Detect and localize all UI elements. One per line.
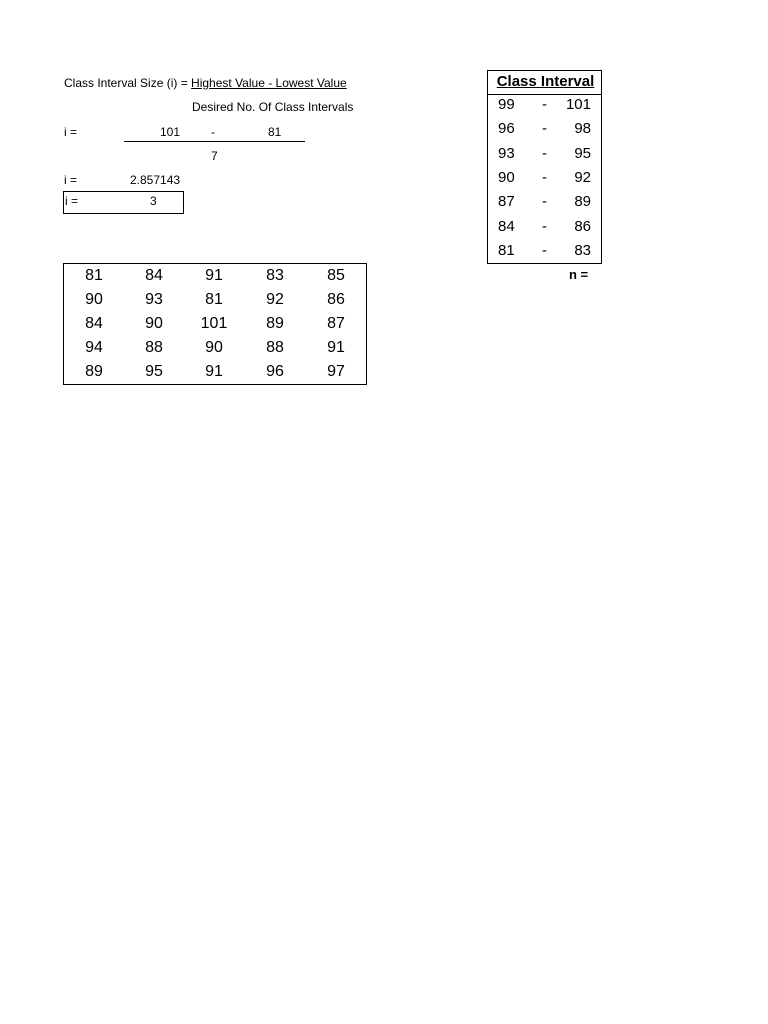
interval-low: 81 (498, 241, 515, 259)
lowest-value: 81 (268, 125, 282, 139)
data-cell: 88 (266, 339, 284, 356)
data-cell: 90 (85, 291, 103, 308)
interval-low: 93 (498, 144, 515, 162)
data-cell: 84 (85, 315, 103, 332)
i-label-3: i = (65, 194, 79, 208)
interval-low: 96 (498, 120, 515, 138)
interval-dash: - (542, 217, 547, 235)
interval-high: 98 (574, 120, 591, 138)
formula-line (64, 76, 347, 90)
interval-dash: - (542, 96, 547, 113)
interval-dash: - (542, 193, 547, 211)
n-label: n = (569, 267, 589, 282)
data-cell: 83 (266, 267, 284, 284)
interval-high: 86 (574, 217, 591, 235)
data-cell: 92 (266, 291, 284, 308)
interval-dash: - (542, 241, 547, 259)
data-cell: 91 (327, 339, 345, 356)
desired-intervals-value: 7 (211, 149, 218, 163)
data-cell: 96 (266, 363, 284, 380)
data-cell: 85 (327, 267, 345, 284)
data-cell: 97 (327, 363, 345, 380)
data-cell: 91 (205, 267, 223, 284)
class-interval-header: Class Interval (496, 73, 595, 90)
formula-lhs: Class Interval Size (i) = (64, 76, 192, 90)
interval-low: 90 (498, 168, 515, 186)
interval-high: 83 (574, 241, 591, 259)
highest-value: 101 (160, 125, 181, 139)
data-cell: 93 (145, 291, 163, 308)
fraction-divider (124, 141, 305, 142)
class-interval-table (487, 70, 602, 264)
formula-denominator: Desired No. Of Class Intervals (192, 100, 354, 114)
formula-numerator: Highest Value - Lowest Value (191, 76, 347, 90)
interval-high: 92 (574, 168, 591, 186)
interval-high: 95 (574, 144, 591, 162)
i-result-box (63, 191, 184, 214)
data-cell: 84 (145, 267, 163, 284)
interval-dash: - (542, 144, 547, 162)
data-cell: 95 (145, 363, 163, 380)
interval-high: 101 (565, 96, 591, 113)
data-cell: 89 (85, 363, 103, 380)
data-cell: 90 (145, 315, 163, 332)
data-cell: 94 (85, 339, 103, 356)
data-cell: 81 (205, 291, 223, 308)
data-cell: 91 (205, 363, 223, 380)
i-raw-value: 2.857143 (130, 173, 181, 187)
interval-high: 89 (574, 193, 591, 211)
data-cell: 88 (145, 339, 163, 356)
i-label-2: i = (64, 173, 78, 187)
data-cell: 101 (200, 315, 228, 332)
interval-dash: - (542, 120, 547, 138)
data-cell: 87 (327, 315, 345, 332)
interval-low: 87 (498, 193, 515, 211)
interval-dash: - (542, 168, 547, 186)
i-label-1: i = (64, 125, 78, 139)
interval-low: 84 (498, 217, 515, 235)
data-cell: 90 (205, 339, 223, 356)
raw-data-table (63, 263, 367, 385)
data-cell: 81 (85, 267, 103, 284)
minus-sign: - (211, 125, 215, 139)
i-rounded-value: 3 (150, 194, 157, 208)
data-cell: 86 (327, 291, 345, 308)
data-cell: 89 (266, 315, 284, 332)
interval-low: 99 (498, 96, 515, 113)
